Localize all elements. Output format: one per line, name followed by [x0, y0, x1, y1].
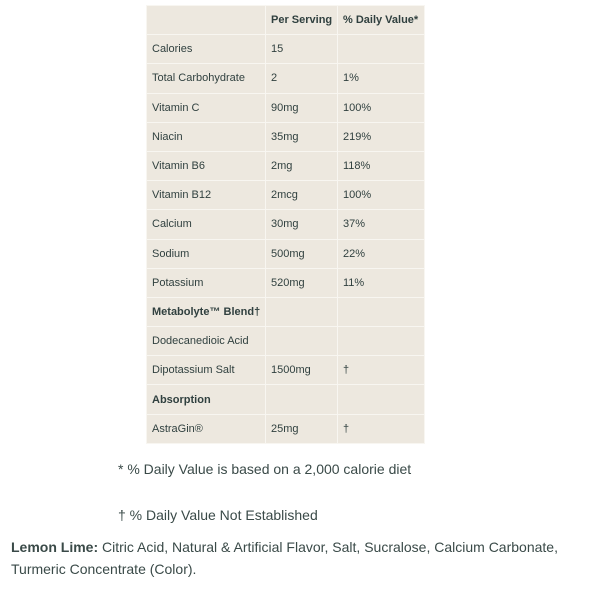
per-serving-cell: 25mg: [266, 414, 338, 443]
nutrient-name-cell: Vitamin B12: [147, 181, 266, 210]
per-serving-cell: 35mg: [266, 122, 338, 151]
nutrient-name-cell: Potassium: [147, 268, 266, 297]
table-row: [147, 35, 425, 64]
daily-value-cell: [338, 385, 425, 414]
footnote-daily-value: * % Daily Value is based on a 2,000 calorie diet: [118, 461, 412, 477]
per-serving-cell: 2mcg: [266, 181, 338, 210]
daily-value-cell: [338, 35, 425, 64]
daily-value-cell: †: [338, 356, 425, 385]
nutrient-name-cell: Total Carbohydrate: [147, 64, 266, 93]
nutrient-name-cell: Absorption: [147, 385, 266, 414]
nutrient-name-cell: Vitamin C: [147, 93, 266, 122]
ingredients-list: [11, 536, 597, 580]
daily-value-cell: [338, 327, 425, 356]
nutrient-name-cell: Dodecanedioic Acid: [147, 327, 266, 356]
per-serving-cell: 30mg: [266, 210, 338, 239]
daily-value-cell: †: [338, 414, 425, 443]
table-section-row: [147, 297, 425, 326]
header-per-serving: Per Serving: [266, 6, 338, 35]
daily-value-cell: 11%: [338, 268, 425, 297]
per-serving-cell: [266, 297, 338, 326]
table-row: [147, 181, 425, 210]
daily-value-cell: 1%: [338, 64, 425, 93]
per-serving-cell: 1500mg: [266, 356, 338, 385]
per-serving-cell: 2: [266, 64, 338, 93]
table-row: [147, 64, 425, 93]
table-row: [147, 327, 425, 356]
nutrient-name-cell: Metabolyte™ Blend†: [147, 297, 266, 326]
per-serving-cell: 520mg: [266, 268, 338, 297]
table-row: [147, 356, 425, 385]
daily-value-cell: 219%: [338, 122, 425, 151]
daily-value-cell: [338, 297, 425, 326]
per-serving-cell: 90mg: [266, 93, 338, 122]
ingredients-text: Citric Acid, Natural & Artificial Flavor, Salt, Sucralose, Calcium Carbonate, Turmeric Concentrate (Color).: [11, 539, 558, 577]
daily-value-cell: 37%: [338, 210, 425, 239]
nutrient-name-cell: Calcium: [147, 210, 266, 239]
per-serving-cell: 2mg: [266, 151, 338, 180]
per-serving-cell: 15: [266, 35, 338, 64]
nutrient-name-cell: Niacin: [147, 122, 266, 151]
table-row: [147, 268, 425, 297]
table-row: [147, 210, 425, 239]
table-row: [147, 414, 425, 443]
nutrient-name-cell: Calories: [147, 35, 266, 64]
table-row: [147, 239, 425, 268]
nutrient-name-cell: Dipotassium Salt: [147, 356, 266, 385]
per-serving-cell: 500mg: [266, 239, 338, 268]
daily-value-cell: 100%: [338, 93, 425, 122]
nutrient-name-cell: AstraGin®: [147, 414, 266, 443]
flavor-name: Lemon Lime:: [11, 539, 99, 555]
daily-value-cell: 100%: [338, 181, 425, 210]
nutrient-name-cell: Vitamin B6: [147, 151, 266, 180]
table-row: [147, 93, 425, 122]
header-nutrient: [147, 6, 266, 35]
table-row: [147, 122, 425, 151]
nutrition-facts-table: [146, 5, 425, 444]
per-serving-cell: [266, 327, 338, 356]
nutrient-name-cell: Sodium: [147, 239, 266, 268]
table-header-row: [147, 6, 425, 35]
daily-value-cell: 118%: [338, 151, 425, 180]
per-serving-cell: [266, 385, 338, 414]
table-section-row: [147, 385, 425, 414]
footnote-not-established: † % Daily Value Not Established: [118, 507, 318, 523]
table-row: [147, 151, 425, 180]
header-daily-value: % Daily Value*: [338, 6, 425, 35]
daily-value-cell: 22%: [338, 239, 425, 268]
